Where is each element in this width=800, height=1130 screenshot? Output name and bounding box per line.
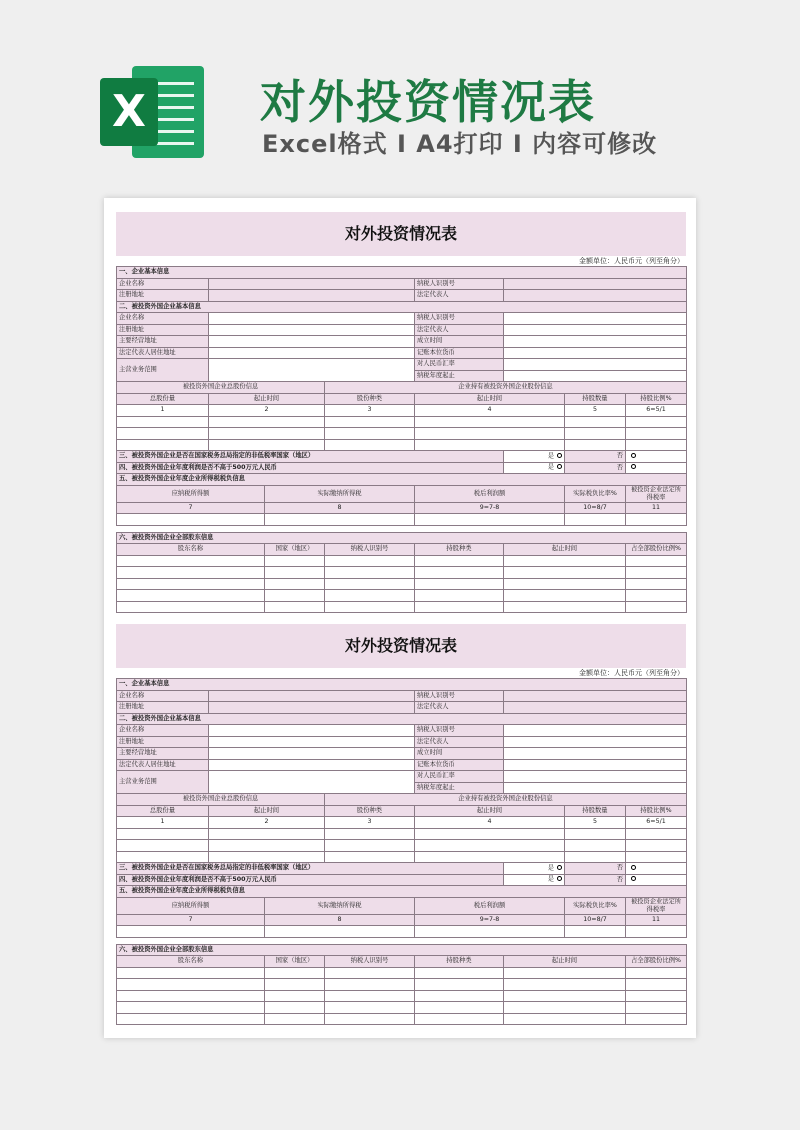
label-foreign-reg-address: 注册地址 [117,736,209,748]
table-row [117,1013,687,1025]
col-taxable-income: 应纳税所得额 [117,485,265,502]
num-4: 4 [415,817,565,829]
col-taxable-income: 应纳税所得额 [117,897,265,914]
option-no-4-radio[interactable] [626,874,687,886]
radio-circle-icon[interactable] [557,865,562,870]
label-main-address: 主要经营地址 [117,336,209,348]
label-foreign-taxpayer-id: 纳税人识别号 [415,725,504,737]
col-holder-ratio: 占全部股份比例% [626,544,687,556]
col-country: 国家（地区） [265,956,325,968]
section-5-header: 五、被投资外国企业年度企业所得税税负信息 [117,474,687,486]
col-share-type: 股份种类 [325,805,415,817]
radio-circle-icon[interactable] [631,876,636,881]
option-no-3[interactable]: 否 [565,451,626,463]
label-established: 成立时间 [415,748,504,760]
radio-circle-icon[interactable] [631,453,636,458]
table-row [117,578,687,590]
radio-circle-icon[interactable] [631,865,636,870]
label-foreign-company-name: 企业名称 [117,725,209,737]
num-11: 11 [626,914,687,926]
field-legal-rep[interactable] [504,290,687,302]
col-held-qty: 持股数量 [565,805,626,817]
section-5-header: 五、被投资外国企业年度企业所得税税负信息 [117,886,687,898]
table-row [117,428,687,440]
header-held-share-info: 企业持有被投资外国企业股份信息 [325,794,687,806]
label-rmb-rate: 对人民币汇率 [415,771,504,783]
num-11: 11 [626,502,687,514]
col-hold-ratio: 持股比例% [626,393,687,405]
num-3: 3 [325,405,415,417]
label-foreign-legal-rep: 法定代表人 [415,324,504,336]
radio-circle-icon[interactable] [557,453,562,458]
option-no-3-radio[interactable] [626,451,687,463]
num-2: 2 [209,817,325,829]
field-company-name[interactable] [209,690,415,702]
col-tax-rate: 实际税负比率% [565,897,626,914]
col-held-qty: 持股数量 [565,393,626,405]
table-row [117,990,687,1002]
label-tax-year: 纳税年度起止 [415,370,504,382]
section-2-header: 二、被投资外国企业基本信息 [117,713,687,725]
table-row [117,828,687,840]
col-after-tax-profit: 税后利润额 [415,897,565,914]
label-foreign-company-name: 企业名称 [117,313,209,325]
table-row [117,416,687,428]
section-1-header: 一、企业基本信息 [117,267,687,279]
col-holder-taxpayer-id: 纳税人识别号 [325,956,415,968]
field-reg-address[interactable] [209,702,415,714]
col-share-type: 股份种类 [325,393,415,405]
table-row [117,979,687,991]
section-6-header: 六、被投资外国企业全部股东信息 [117,944,687,956]
table-row [117,840,687,852]
table-row [117,514,687,526]
label-business-scope: 主营业务范围 [117,359,209,382]
excel-logo-icon [100,66,204,158]
form-title: 对外投资情况表 [116,212,686,256]
col-period-2: 起止时间 [415,805,565,817]
label-established: 成立时间 [415,336,504,348]
table-row [117,926,687,938]
option-no-3-radio[interactable] [626,863,687,875]
label-tax-year: 纳税年度起止 [415,782,504,794]
table-row [117,601,687,613]
label-legal-rep-address: 法定代表人居住地址 [117,347,209,359]
field-established[interactable] [504,336,687,348]
table-row [117,1002,687,1014]
num-8: 8 [265,914,415,926]
num-3: 3 [325,817,415,829]
option-no-4-radio[interactable] [626,462,687,474]
label-main-address: 主要经营地址 [117,748,209,760]
radio-circle-icon[interactable] [631,464,636,469]
col-period-1: 起止时间 [209,393,325,405]
field-foreign-legal-rep[interactable] [504,736,687,748]
field-reg-address[interactable] [209,290,415,302]
col-tax-paid: 实际缴纳所得税 [265,485,415,502]
label-rmb-rate: 对人民币汇率 [415,359,504,371]
num-7: 7 [117,502,265,514]
form-table [116,678,687,1025]
num-7: 7 [117,914,265,926]
field-established[interactable] [504,748,687,760]
num-6: 6=5/1 [626,817,687,829]
num-6: 6=5/1 [626,405,687,417]
field-foreign-reg-address[interactable] [209,324,415,336]
label-reg-address: 注册地址 [117,290,209,302]
option-yes-3[interactable]: 是 [504,451,565,463]
num-1: 1 [117,817,209,829]
field-foreign-taxpayer-id[interactable] [504,725,687,737]
excel-logo-letter: X [100,78,158,146]
label-taxpayer-id: 纳税人识别号 [415,690,504,702]
section-3-header: 三、被投资外国企业是否在国家税务总局指定的非低税率国家（地区） [117,451,504,463]
label-foreign-taxpayer-id: 纳税人识别号 [415,313,504,325]
form-table [116,266,687,613]
currency-unit: 金额单位：人民币元（列至角分） [579,257,684,265]
form-copy-1 [116,212,686,613]
field-company-name[interactable] [209,278,415,290]
num-4: 4 [415,405,565,417]
page-subtitle: Excel格式 I A4打印 I 内容可修改 [262,130,658,158]
label-company-name: 企业名称 [117,690,209,702]
option-no-4[interactable]: 否 [565,462,626,474]
option-yes-4[interactable]: 是 [504,462,565,474]
section-4-header: 四、被投资外国企业年度利润是否不高于500万元人民币 [117,874,504,886]
currency-unit: 金额单位：人民币元（列至角分） [579,669,684,677]
field-legal-rep-address[interactable] [209,347,415,359]
field-legal-rep-address[interactable] [209,759,415,771]
num-10: 10=8/7 [565,914,626,926]
label-company-name: 企业名称 [117,278,209,290]
col-country: 国家（地区） [265,544,325,556]
field-foreign-legal-rep[interactable] [504,324,687,336]
num-8: 8 [265,502,415,514]
label-legal-rep: 法定代表人 [415,702,504,714]
col-statutory-rate: 被投资企业法定所得税率 [626,897,687,914]
option-yes-4[interactable]: 是 [504,874,565,886]
label-legal-rep: 法定代表人 [415,290,504,302]
label-reg-address: 注册地址 [117,702,209,714]
num-1: 1 [117,405,209,417]
option-no-3[interactable]: 否 [565,863,626,875]
radio-circle-icon[interactable] [557,876,562,881]
table-row [117,851,687,863]
form-copy-2 [116,624,686,1025]
col-holder-ratio: 占全部股份比例% [626,956,687,968]
field-rmb-rate[interactable] [504,771,687,783]
col-holder-period: 起止时间 [504,544,626,556]
spacer [117,525,687,532]
section-3-header: 三、被投资外国企业是否在国家税务总局指定的非低税率国家（地区） [117,863,504,875]
section-4-header: 四、被投资外国企业年度利润是否不高于500万元人民币 [117,462,504,474]
field-tax-year[interactable] [504,782,687,794]
field-foreign-company-name[interactable] [209,725,415,737]
num-9: 9=7-8 [415,914,565,926]
field-business-scope[interactable] [209,771,415,794]
label-taxpayer-id: 纳税人识别号 [415,278,504,290]
field-main-address[interactable] [209,748,415,760]
field-legal-rep[interactable] [504,702,687,714]
col-total-shares: 总股份量 [117,393,209,405]
num-2: 2 [209,405,325,417]
header-domestic-share-info: 被投资外国企业总股份信息 [117,794,325,806]
field-tax-year[interactable] [504,370,687,382]
label-foreign-reg-address: 注册地址 [117,324,209,336]
col-after-tax-profit: 税后利润额 [415,485,565,502]
field-taxpayer-id[interactable] [504,690,687,702]
section-1-header: 一、企业基本信息 [117,679,687,691]
col-tax-rate: 实际税负比率% [565,485,626,502]
spacer [117,937,687,944]
col-period-1: 起止时间 [209,805,325,817]
option-no-4[interactable]: 否 [565,874,626,886]
num-9: 9=7-8 [415,502,565,514]
field-main-address[interactable] [209,336,415,348]
col-holder-name: 股东名称 [117,544,265,556]
col-holding-type: 持股种类 [415,956,504,968]
label-legal-rep-address: 法定代表人居住地址 [117,759,209,771]
label-business-scope: 主营业务范围 [117,771,209,794]
header-domestic-share-info: 被投资外国企业总股份信息 [117,382,325,394]
col-tax-paid: 实际缴纳所得税 [265,897,415,914]
col-holder-name: 股东名称 [117,956,265,968]
page-title: 对外投资情况表 [260,75,596,129]
col-holding-type: 持股种类 [415,544,504,556]
section-2-header: 二、被投资外国企业基本信息 [117,301,687,313]
col-statutory-rate: 被投资企业法定所得税率 [626,485,687,502]
header-held-share-info: 企业持有被投资外国企业股份信息 [325,382,687,394]
label-currency: 记账本位货币 [415,759,504,771]
col-holder-period: 起止时间 [504,956,626,968]
field-currency[interactable] [504,759,687,771]
field-foreign-company-name[interactable] [209,313,415,325]
col-total-shares: 总股份量 [117,805,209,817]
table-row [117,567,687,579]
field-business-scope[interactable] [209,359,415,382]
num-10: 10=8/7 [565,502,626,514]
num-5: 5 [565,817,626,829]
field-foreign-reg-address[interactable] [209,736,415,748]
col-holder-taxpayer-id: 纳税人识别号 [325,544,415,556]
col-hold-ratio: 持股比例% [626,805,687,817]
form-title: 对外投资情况表 [116,624,686,668]
col-period-2: 起止时间 [415,393,565,405]
section-6-header: 六、被投资外国企业全部股东信息 [117,532,687,544]
option-yes-3[interactable]: 是 [504,863,565,875]
table-row [117,967,687,979]
radio-circle-icon[interactable] [557,464,562,469]
field-currency[interactable] [504,347,687,359]
field-taxpayer-id[interactable] [504,278,687,290]
label-foreign-legal-rep: 法定代表人 [415,736,504,748]
field-foreign-taxpayer-id[interactable] [504,313,687,325]
table-row [117,555,687,567]
field-rmb-rate[interactable] [504,359,687,371]
label-currency: 记账本位货币 [415,347,504,359]
table-row [117,439,687,451]
table-row [117,590,687,602]
num-5: 5 [565,405,626,417]
